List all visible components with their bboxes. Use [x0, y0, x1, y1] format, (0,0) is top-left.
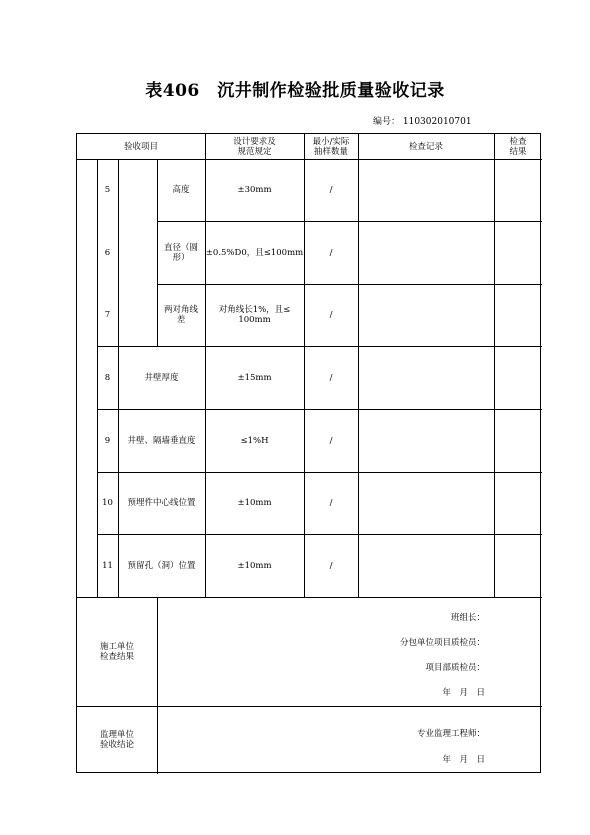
row-name: 井壁厚度	[144, 372, 179, 383]
header-result: 检查 结果	[509, 136, 527, 157]
row-spec: ±10mm	[237, 560, 272, 571]
row-spec: ±15mm	[237, 372, 272, 383]
row-number: 8	[104, 372, 111, 383]
row-number: 9	[104, 435, 111, 446]
page-title: 表406 沉井制作检验批质量验收记录	[145, 81, 445, 101]
row-sample: /	[329, 247, 333, 258]
supervision-label: 监理单位 验收结论	[99, 730, 134, 750]
inspection-table	[76, 133, 541, 773]
row-spec: ±0.5%D0，且≤100mm	[205, 247, 304, 258]
row-sample: /	[329, 435, 333, 446]
row-name: 预留孔（洞）位置	[127, 560, 196, 571]
row-sample: /	[329, 185, 333, 195]
row-name: 两对角线 差	[163, 305, 198, 325]
col-line	[157, 597, 158, 774]
row-sample: /	[329, 498, 333, 508]
team-leader-label: 班组长：	[450, 612, 485, 623]
supervision-date: 年 月 日	[442, 755, 485, 765]
row-number: 6	[104, 247, 111, 258]
construction-label: 施工单位 检查结果	[99, 641, 134, 662]
col-line	[358, 134, 359, 597]
row-sample: /	[329, 310, 333, 320]
row-sample: /	[329, 560, 333, 571]
header-record: 检查记录	[408, 141, 443, 152]
dept-inspector-label: 项目部质检员：	[425, 662, 485, 673]
col-line	[494, 134, 495, 597]
row-name: 预埋件中心线位置	[127, 498, 196, 508]
row-number: 10	[102, 498, 113, 508]
row-name: 直径（圆 形）	[163, 242, 198, 263]
row-name: 高度	[172, 185, 190, 195]
row-spec: ±30mm	[237, 185, 272, 195]
header-sample: 最小/实际 抽样数量	[312, 136, 350, 157]
row-number: 5	[104, 185, 111, 195]
row-spec: 对角线长1%，且≤ 100mm	[218, 305, 291, 325]
row-number: 7	[104, 310, 111, 320]
engineer-label: 专业监理工程师：	[416, 728, 485, 739]
sub-inspector-label: 分包单位项目质检员：	[399, 637, 485, 648]
construction-date: 年 月 日	[442, 687, 485, 698]
row-number: 11	[102, 560, 113, 571]
row-spec: ≤1%H	[240, 435, 269, 446]
header-spec: 设计要求及 规范规定	[233, 136, 276, 157]
header-item: 验收项目	[123, 141, 158, 152]
row-name: 井壁、隔墙垂直度	[127, 435, 196, 446]
document-code: 编号： 110302010701	[373, 117, 472, 127]
row-sample: /	[329, 372, 333, 383]
row-spec: ±10mm	[237, 498, 272, 508]
